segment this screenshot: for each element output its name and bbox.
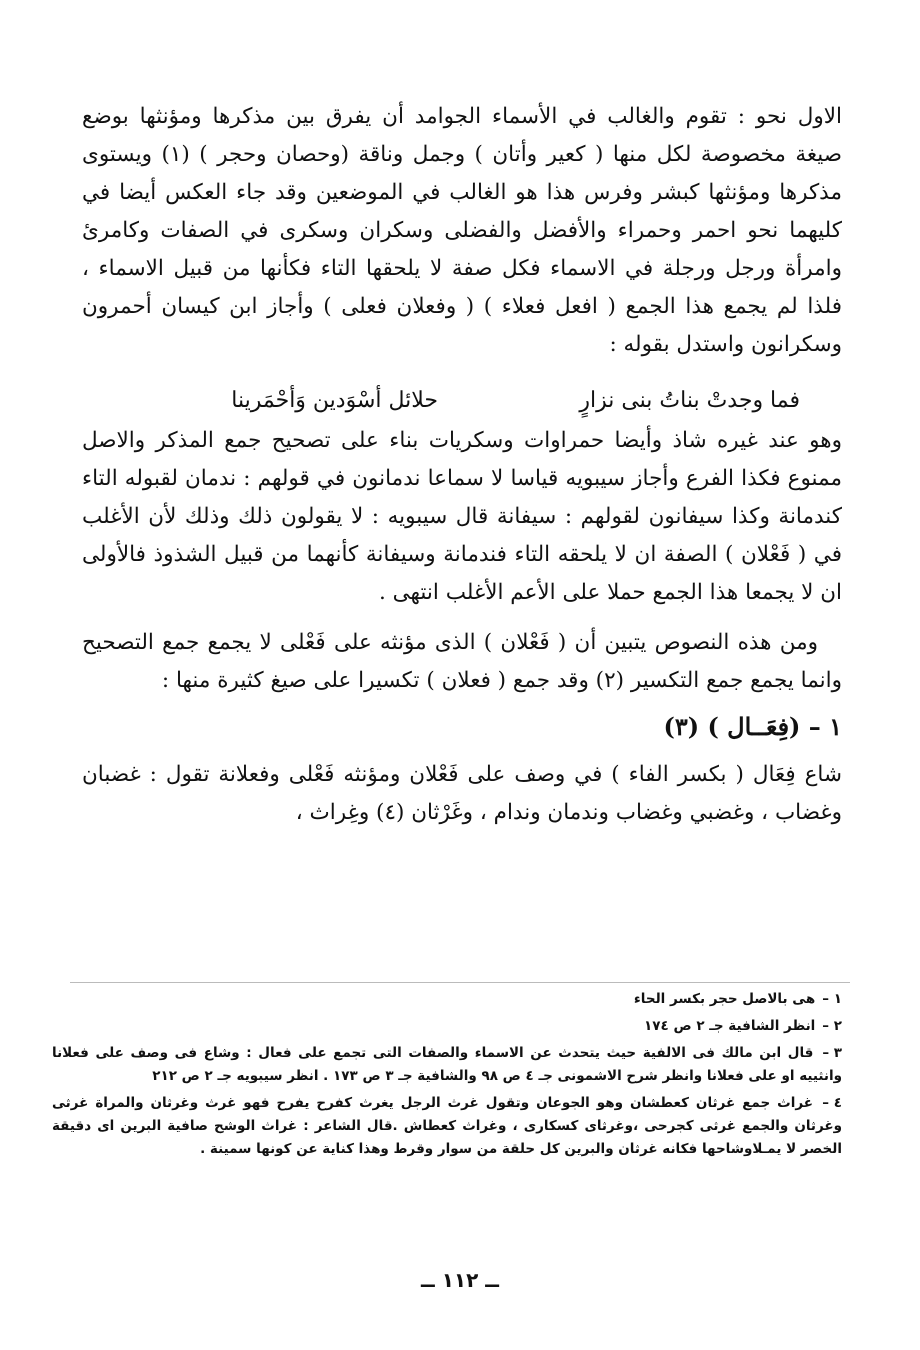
footnote-text: غراث جمع غرثان كعطشان وهو الجوعان وتقول غرث الرجل يغرث كفرح يفرح فهو غرث وغرثان والمراة غرثى وغرثان والجمع غرثى كجرحى ،وغرثاى كسكارى ، وغراث كعطاش .قال الشاعر : غراث الوشح صافية البرين اى دقيقة الخصر لا يمـلاوشاحها فكانه غرثان والبرين كل حلقة من سوار وقرط وهذا كناية عن كونها سمينة . (52, 1095, 842, 1157)
footnote-2 (52, 1015, 842, 1038)
footnotes (52, 988, 842, 1165)
footnote-number: ١ – (822, 991, 842, 1007)
footnote-1 (52, 988, 842, 1011)
footnote-4 (52, 1092, 842, 1161)
footnote-text: انظر الشافية جـ ٢ ص ١٧٤ (644, 1018, 816, 1034)
paragraph-1: الاول نحو : تقوم والغالب في الأسماء الجوامد أن يفرق بين مذكرها ومؤنثها بوضع صيغة مخصوصة لكل منها ( كعير وأتان ) وجمل وناقة (وحصان وحجر ) (١) ويستوى مذكرها ومؤنثها كبشر وفرس هذا هو الغالب في الموضعين وقد جاء العكس أيضا في كليهما نحو احمر وحمراء والأفضل والفضلى وسكران وسكرى في الصفات وكامرئ وامرأة ورجل ورجلة في الاسماء فكل صفة لا يلحقها التاء فكأنها من قبيل الاسماء ، فلذا لم يجمع هذا الجمع ( افعل فعلاء ) ( وفعلان فعلى ) وأجاز ابن كيسان أحمرون وسكرانون واستدل بقوله : (82, 104, 842, 357)
verse-hemistich-1: فما وجدتْ بناتُ بنى نزارٍ (579, 388, 800, 413)
paragraph-3: ومن هذه النصوص يتبين أن ( فَعْلان ) الذى مؤنثه على فَعْلى لا يجمع جمع التصحيح وانما يجمع جمع التكسير (٢) وقد جمع ( فعلان ) تكسيرا على صيغ كثيرة منها : (82, 630, 842, 693)
footnote-number: ٤ – (822, 1095, 842, 1111)
footnote-number: ٢ – (822, 1018, 842, 1034)
paragraph-4: شاع فِعَال ( بكسر الفاء ) في وصف على فَعْلان ومؤنثه فَعْلى وفعلانة تقول : غضبان وغضاب ، وغضبي وغضاب وندمان وندام ، وغَرْثان (٤) وغِراث ، (82, 762, 842, 825)
footnote-3 (52, 1042, 842, 1088)
footnote-number: ٣ – (822, 1045, 843, 1061)
verse-hemistich-2: حلائل أسْوَدين وَأحْمَرينا (231, 388, 438, 413)
footnote-text: قال ابن مالك فى الالفية حيث يتحدث عن الاسماء والصفات التى تجمع على فعال : وشاع فى وصف على فعلانا وانثييه او على فعلانا وانظر شرح الاشمونى جـ ٤ ص ٩٨ والشافية جـ ٣ ص ١٧٣ . انظر سيبويه جـ ٢ ص ٢١٢ (52, 1045, 842, 1084)
footnote-text: هى بالاصل حجر بكسر الحاء (633, 991, 816, 1007)
page-number: ــ ١١٢ ــ (421, 1268, 499, 1292)
section-heading: ١ – (فِعَــال ) (٣) (663, 712, 842, 741)
main-text (82, 98, 842, 832)
footnote-divider (70, 982, 850, 983)
paragraph-2: وهو عند غيره شاذ وأيضا حمراوات وسكريات بناء على تصحيح جمع المذكر والاصل ممنوع فكذا الفرع وأجاز سيبويه قياسا لا سماعا ندمانون في قولهم : ندمان لقبوله التاء كندمانة وكذا سيفانون لقولهم : سيفانة قال سيبويه : لا يقولون ذلك وذلك لأن الأغلب في ( فَعْلان ) الصفة ان لا يلحقه التاء فندمانة وسيفانة كأنهما من قبيل الشذوذ فالأولى ان لا يجمعا هذا الجمع حملا على الأعم الأغلب انتهى . (82, 428, 842, 605)
poetry-verse (82, 376, 842, 422)
